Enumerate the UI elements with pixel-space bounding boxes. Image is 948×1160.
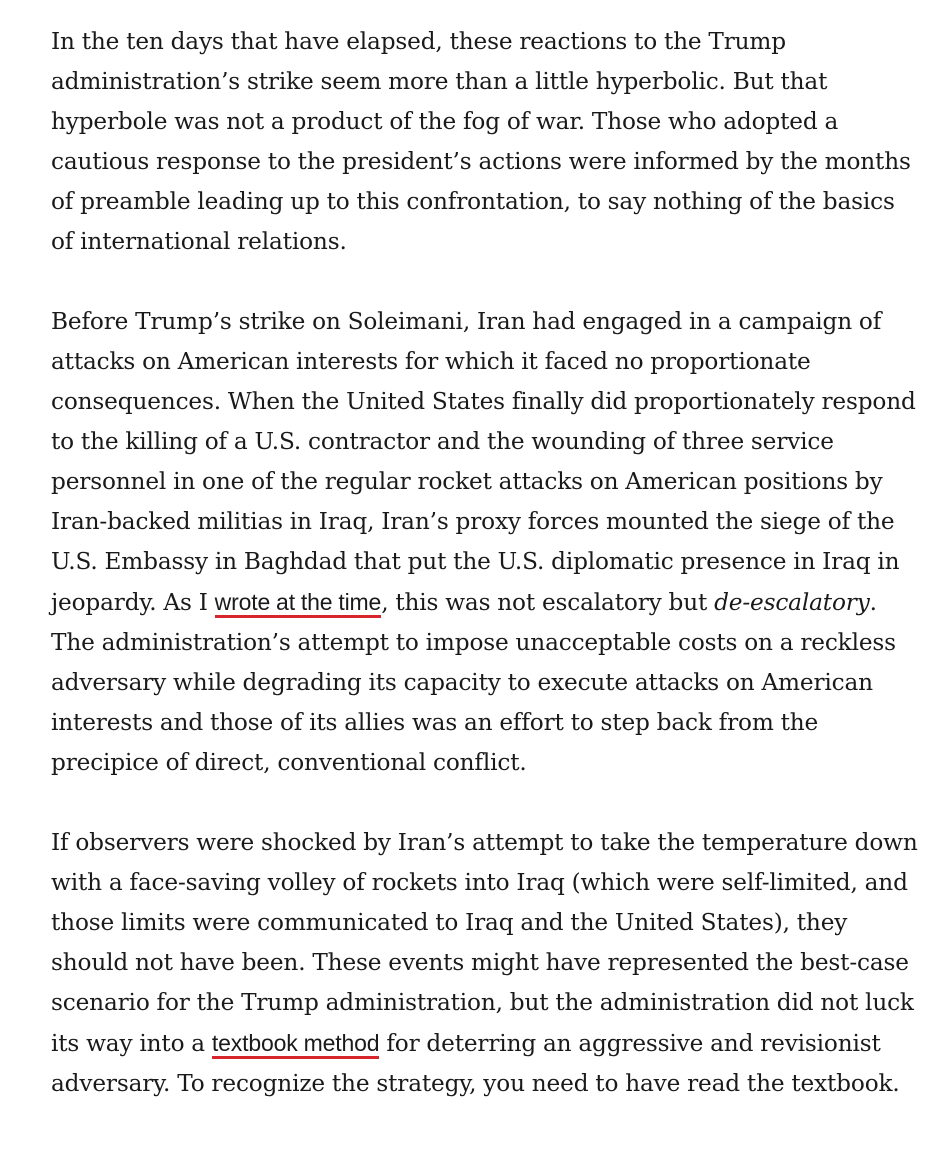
paragraph-2-text-a: Before Trump’s strike on Soleimani, Iran had engaged in a campaign of attacks on American interests for which it faced no proportionate consequences. When the United States finally did proportionately respond to the killing of a U.S. contractor and the wounding of three service personnel in one of the regular rocket attacks on American positions by Iran-backed militias in Iraq, Iran’s proxy forces mounted the siege of the U.S. Embassy in Baghdad that put the U.S. diplomatic presence in Iraq in jeopardy. As I	[51, 308, 916, 616]
paragraph-3-text-b: for deterring an aggressive and revisionist adversary. To recognize the strategy, you need to have read the textbook.	[51, 1030, 900, 1097]
paragraph-2-text-b: , this was not escalatory but	[381, 589, 715, 616]
article-body	[51, 22, 921, 1104]
textbook-method-link[interactable]: textbook method	[212, 1030, 380, 1059]
paragraph-2-text-c: . The administration’s attempt to impose unacceptable costs on a reckless adversary while degrading its capacity to execute attacks on American interests and those of its allies was an effort to step back from the precipice of direct, conventional conflict.	[51, 589, 896, 776]
paragraph-1-text: In the ten days that have elapsed, these reactions to the Trump administration’s strike seem more than a little hyperbolic. But that hyperbole was not a product of the fog of war. Those who adopted a cautious response to the president’s actions were informed by the months of preamble leading up to this confrontation, to say nothing of the basics of international relations.	[51, 28, 911, 255]
paragraph-3	[51, 823, 921, 1104]
paragraph-3-text-a: If observers were shocked by Iran’s attempt to take the temperature down with a face-saving volley of rockets into Iraq (which were self-limited, and those limits were communicated to Iraq and the United States), they should not have been. These events might have represented the best-case scenario for the Trump administration, but the administration did not luck its way into a	[51, 829, 918, 1057]
wrote-at-the-time-link[interactable]: wrote at the time	[215, 589, 382, 618]
paragraph-1	[51, 22, 921, 262]
paragraph-2	[51, 302, 921, 783]
de-escalatory-emphasis: de-escalatory	[714, 589, 870, 616]
